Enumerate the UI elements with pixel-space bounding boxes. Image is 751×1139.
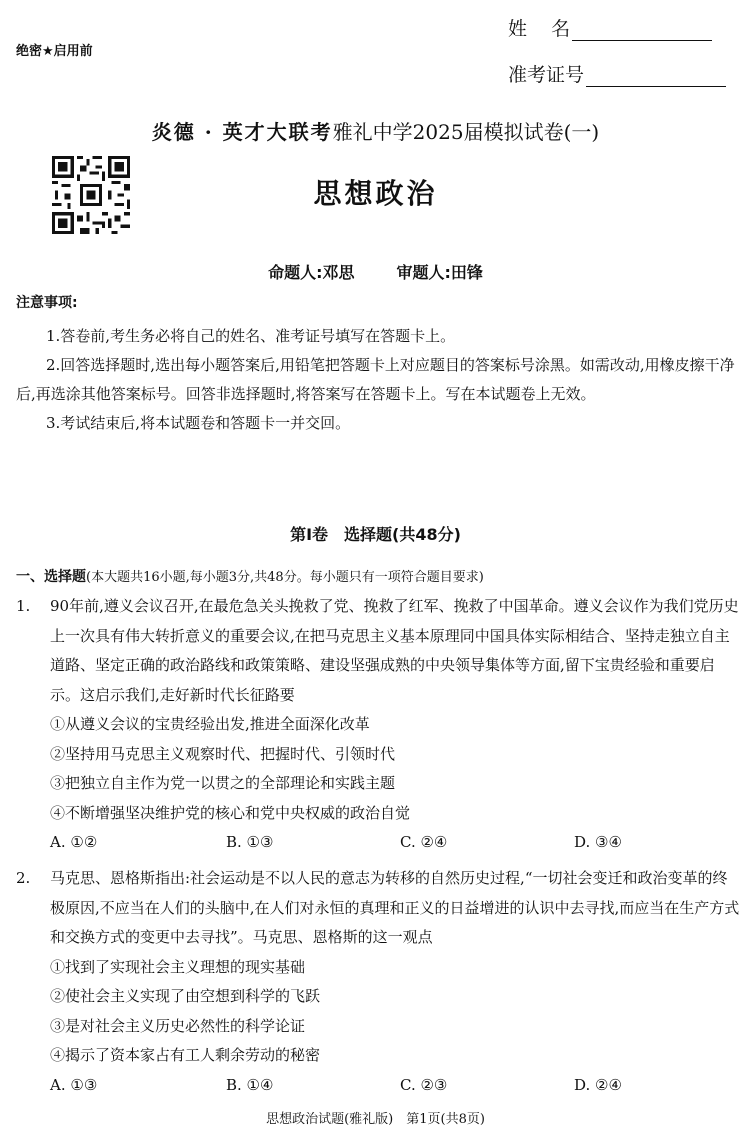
notice-item: 3.考试结束后,将本试题卷和答题卡一并交回。 [46,414,351,432]
statement-option: ③是对社会主义历史必然性的科学论证 [50,1016,306,1035]
notice-item: 1.答卷前,考生务必将自己的姓名、准考证号填写在答题卡上。 [46,327,456,345]
question-1 [16,592,740,857]
choice-d: D. ②④ [574,1075,622,1094]
statement-option: ④不断增强坚决维护党的核心和党中央权威的政治自觉 [50,803,411,822]
question-stem: 马克思、恩格斯指出:社会运动是不以人民的意志为转移的自然历史过程,“一切社会变迁和政治变革的终极原因,不应当在人们的头脑中,在人们对永恒的真理和正义的日益增进的认识中去寻找,而应当在生产方式和交换方式的变更中去寻找”。马克思、恩格斯的这一观点 [50,869,740,946]
question-stem: 90年前,遵义会议召开,在最危急关头挽救了党、挽救了红军、挽救了中国革命。遵义会议作为我们党历史上一次具有伟大转折意义的重要会议,在把马克思主义基本原理同中国具体实际相结合、坚持走独立自主道路、坚定正确的政治路线和政策策略、建设坚强成熟的中央领导集体等方面,留下宝贵经验和重要启示。这启示我们,走好新时代长征路要 [50,597,739,704]
notice-list [16,322,740,438]
question-number: 2. [16,869,31,887]
part-label: 一、选择题 [16,569,86,585]
exam-brand: 炎德 · 英才大联考 [151,120,333,144]
statement-option: ①从遵义会议的宝贵经验出发,推进全面深化改革 [50,715,370,733]
choice-c: C. ②④ [400,833,448,851]
exam-id-blank [586,64,726,87]
question-2 [16,864,740,1100]
exam-id-field [508,60,726,87]
statement-option: ③把独立自主作为党一以贯之的全部理论和实践主题 [50,774,396,792]
page-footer: 思想政治试题(雅礼版) 第1页(共8页) [266,1112,485,1127]
answer-choices [50,1071,740,1100]
question-setter: 命题人:邓思 [268,263,355,282]
exam-id-label: 准考证号 [508,64,585,86]
statement-option: ②坚持用马克思主义观察时代、把握时代、引领时代 [50,744,396,763]
notice-heading: 注意事项: [16,295,78,311]
part-note: (本大题共16小题,每小题3分,共48分。每小题只有一项符合题目要求) [86,570,484,585]
subject-title: 思想政治 [313,177,438,210]
question-number: 1. [16,597,31,615]
confidential-label: 绝密★启用前 [16,44,93,59]
answer-choices [50,828,740,857]
choice-c: C. ②③ [400,1075,448,1094]
notice-item: 2.回答选择题时,选出每小题答案后,用铅笔把答题卡上对应题目的答案标号涂黑。如需改动,用橡皮擦干净后,再选涂其他答案标号。回答非选择题时,将答案写在答题卡上。写在本试题卷上无效。 [16,356,735,403]
choice-b: B. ①④ [226,1075,274,1094]
choice-a: A. ①② [50,833,98,851]
question-reviewer: 审题人:田锋 [396,263,483,282]
authors-line [0,260,751,283]
statement-option: ④揭示了资本家占有工人剩余劳动的秘密 [50,1046,321,1064]
name-field [508,14,712,41]
choice-b: B. ①③ [226,833,274,851]
choice-d: D. ③④ [574,833,622,851]
exam-title [0,116,751,145]
name-blank [572,18,712,41]
choice-a: A. ①③ [50,1075,98,1094]
name-label: 姓 名 [508,18,571,40]
exam-title-rest: 雅礼中学2025届模拟试卷(一) [332,120,600,144]
statement-option: ②使社会主义实现了由空想到科学的飞跃 [50,987,321,1005]
section-heading: 第Ⅰ卷 选择题(共48分) [290,525,461,544]
part-heading [16,566,484,586]
statement-option: ①找到了实现社会主义理想的现实基础 [50,957,306,976]
